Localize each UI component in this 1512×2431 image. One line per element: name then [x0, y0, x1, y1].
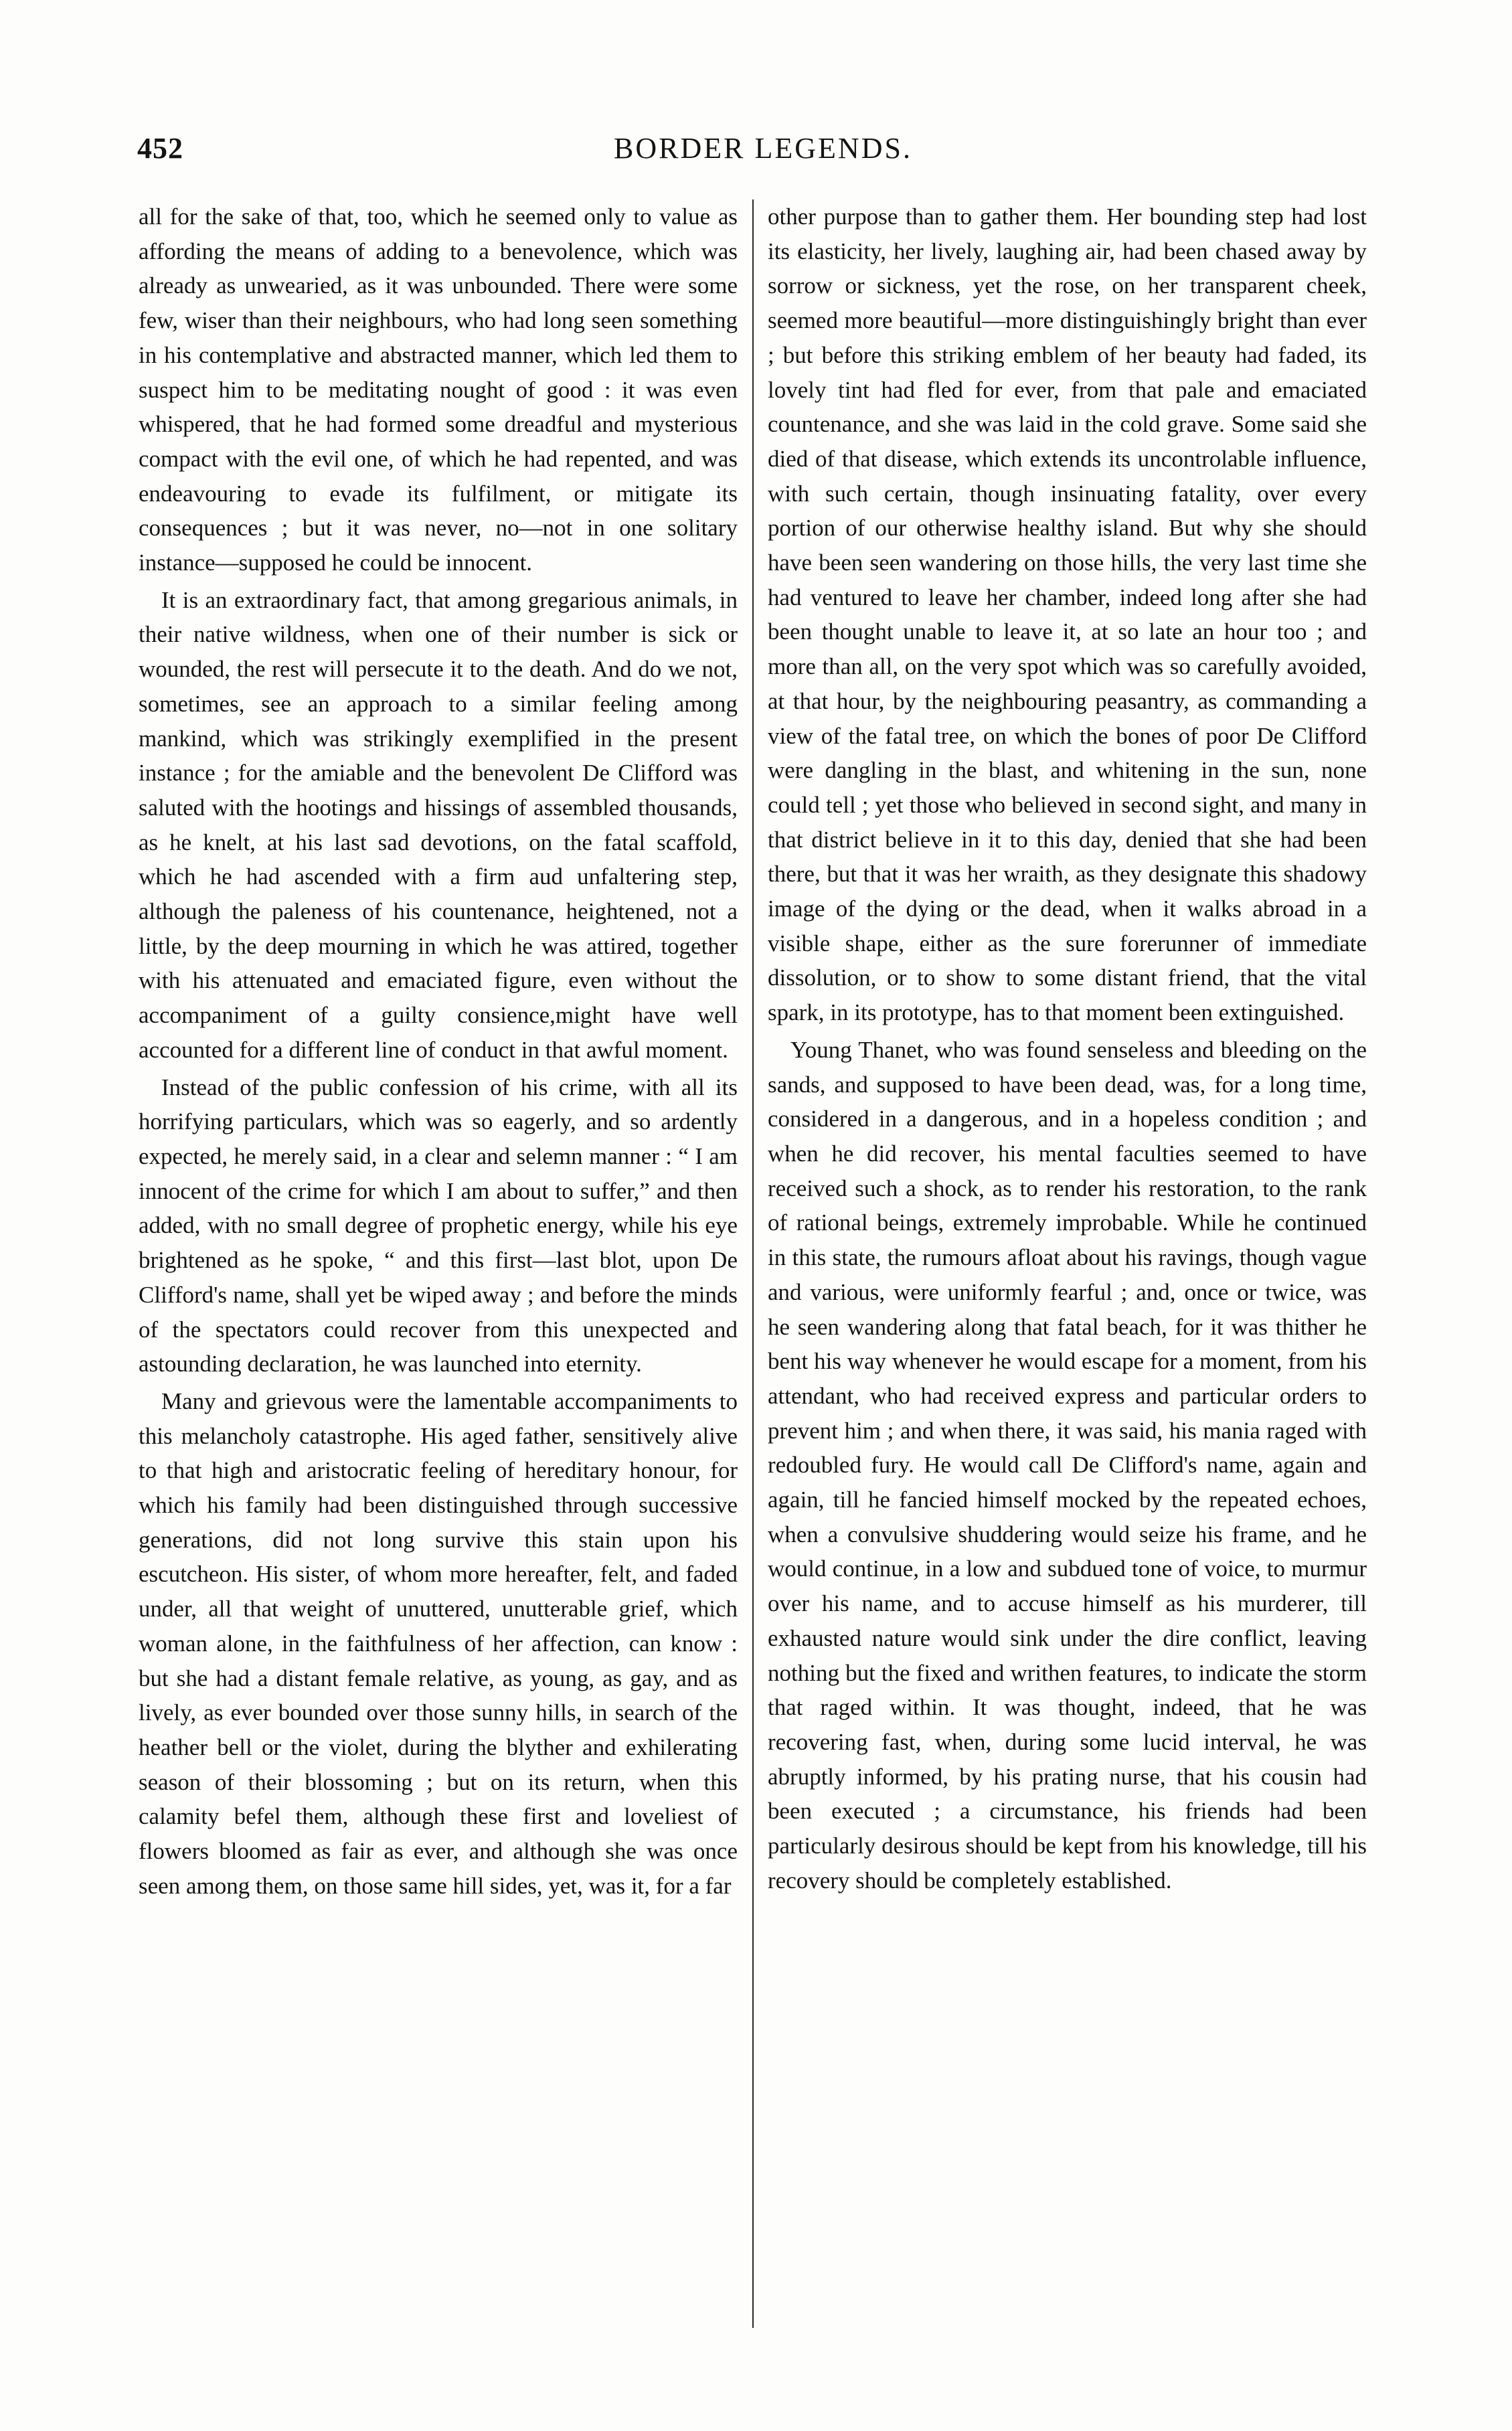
- right-column: [768, 199, 1367, 2328]
- paragraph: Young Thanet, who was found senseless and bleeding on the sands, and supposed to have been dead, was, for a long time, considered in a dangerous, and in a hopeless condition ; and when he did recover, his mental faculties seemed to have received such a shock, as to render his restoration, to the rank of rational beings, extremely improbable. While he continued in this state, the rumours afloat about his ravings, though vague and various, were uniformly fearful ; and, once or twice, was he seen wandering along that fatal beach, for it was thither he bent his way whenever he would escape for a moment, from his attendant, who had received express and particular orders to prevent him ; and when there, it was said, his mania raged with redoubled fury. He would call De Clifford's name, again and again, till he fancied himself mocked by the repeated echoes, when a convulsive shuddering would seize his frame, and he would continue, in a low and subdued tone of voice, to murmur over his name, and to accuse himself as his murderer, till exhausted nature would sink under the dire conflict, leaving nothing but the fixed and writhen features, to indicate the storm that raged within. It was thought, indeed, that he was recovering fast, when, during some lucid interval, he was abruptly informed, by his prating nurse, that his cousin had been executed ; a circumstance, his friends had been particularly desirous should be kept from his knowledge, till his recovery should be completely established.: [768, 1036, 1367, 1894]
- page-header: [137, 131, 1389, 178]
- page-number: 452: [137, 132, 183, 165]
- paragraph: all for the sake of that, too, which he seemed only to value as affording the means of adding to a benevolence, which was already as unwearied, as it was unbounded. There were some few, wiser than their neighbours, who had long seen something in his contemplative and abstracted manner, which led them to suspect him to be meditating nought of good : it was even whispered, that he had formed some dreadful and mysterious compact with the evil one, of which he had repented, and was endeavouring to evade its fulfilment, or mitigate its consequences ; but it was never, no—not in one solitary instance—supposed he could be innocent.: [139, 203, 738, 576]
- running-title: BORDER LEGENDS.: [614, 132, 912, 165]
- paragraph: Many and grievous were the lamentable accompaniments to this melancholy catastrophe. His aged father, sensitively alive to that high and aristocratic feeling of hereditary honour, for which his family had been distinguished through successive generations, did not long survive this stain upon his escutcheon. His sister, of whom more hereafter, felt, and faded under, all that weight of unuttered, unutterable grief, which woman alone, in the faithfulness of her affection, can know : but she had a distant female relative, as young, as gay, and as lively, as ever bounded over those sunny hills, in search of the heather bell or the violet, during the blyther and exhilerating season of their blossoming ; but on its return, when this calamity befel them, although these first and loveliest of flowers bloomed as fair as ever, and although she was once seen among them, on those same hill sides, yet, was it, for a far: [139, 1388, 738, 1899]
- paragraph: Instead of the public confession of his crime, with all its horrifying particulars, which was so eagerly, and so ardently expected, he merely said, in a clear and selemn manner : “ I am innocent of the crime for which I am about to suffer,” and then added, with no small degree of prophetic energy, while his eye brightened as he spoke, “ and this first—last blot, upon De Clifford's name, shall yet be wiped away ; and before the minds of the spectators could recover from this unexpected and astounding declaration, he was launched into eternity.: [139, 1074, 738, 1377]
- left-column: [139, 199, 738, 2328]
- paragraph: It is an extraordinary fact, that among gregarious animals, in their native wildness, when one of their number is sick or wounded, the rest will persecute it to the death. And do we not, sometimes, see an approach to a similar feeling among mankind, which was strikingly exemplified in the present instance ; for the amiable and the benevolent De Clifford was saluted with the hootings and hissings of assembled thousands, as he knelt, at his last sad devotions, on the fatal scaffold, which he had ascended with a firm aud unfaltering step, although the paleness of his countenance, heightened, not a little, by the deep mourning in which he was attired, together with his attenuated and emaciated figure, even without the accompaniment of a guilty consience,might have well accounted for a different line of conduct in that awful moment.: [139, 586, 738, 1063]
- column-divider: [752, 199, 754, 2328]
- paragraph: other purpose than to gather them. Her bounding step had lost its elasticity, her lively, laughing air, had been chased away by sorrow or sickness, yet the rose, on her transparent cheek, seemed more beautiful—more distinguishingly bright than ever ; but before this striking emblem of her beauty had faded, its lovely tint had fled for ever, from that pale and emaciated countenance, and she was laid in the cold grave. Some said she died of that disease, which extends its uncontrolable influence, with such certain, though insinuating fatality, over every portion of our otherwise healthy island. But why she should have been seen wandering on those hills, the very last time she had ventured to leave her chamber, indeed long after she had been thought unable to leave it, at so late an hour too ; and more than all, on the very spot which was so carefully avoided, at that hour, by the neighbouring peasantry, as commanding a view of the fatal tree, on which the bones of poor De Clifford were dangling in the blast, and whitening in the sun, none could tell ; yet those who believed in second sight, and many in that district believe in it to this day, denied that she had been there, but that it was her wraith, as they designate this shadowy image of the dying or the dead, when it walks abroad in a visible shape, either as the sure forerunner of immediate dissolution, or to show to some distant friend, that the vital spark, in its prototype, has to that moment been extinguished.: [768, 203, 1367, 1026]
